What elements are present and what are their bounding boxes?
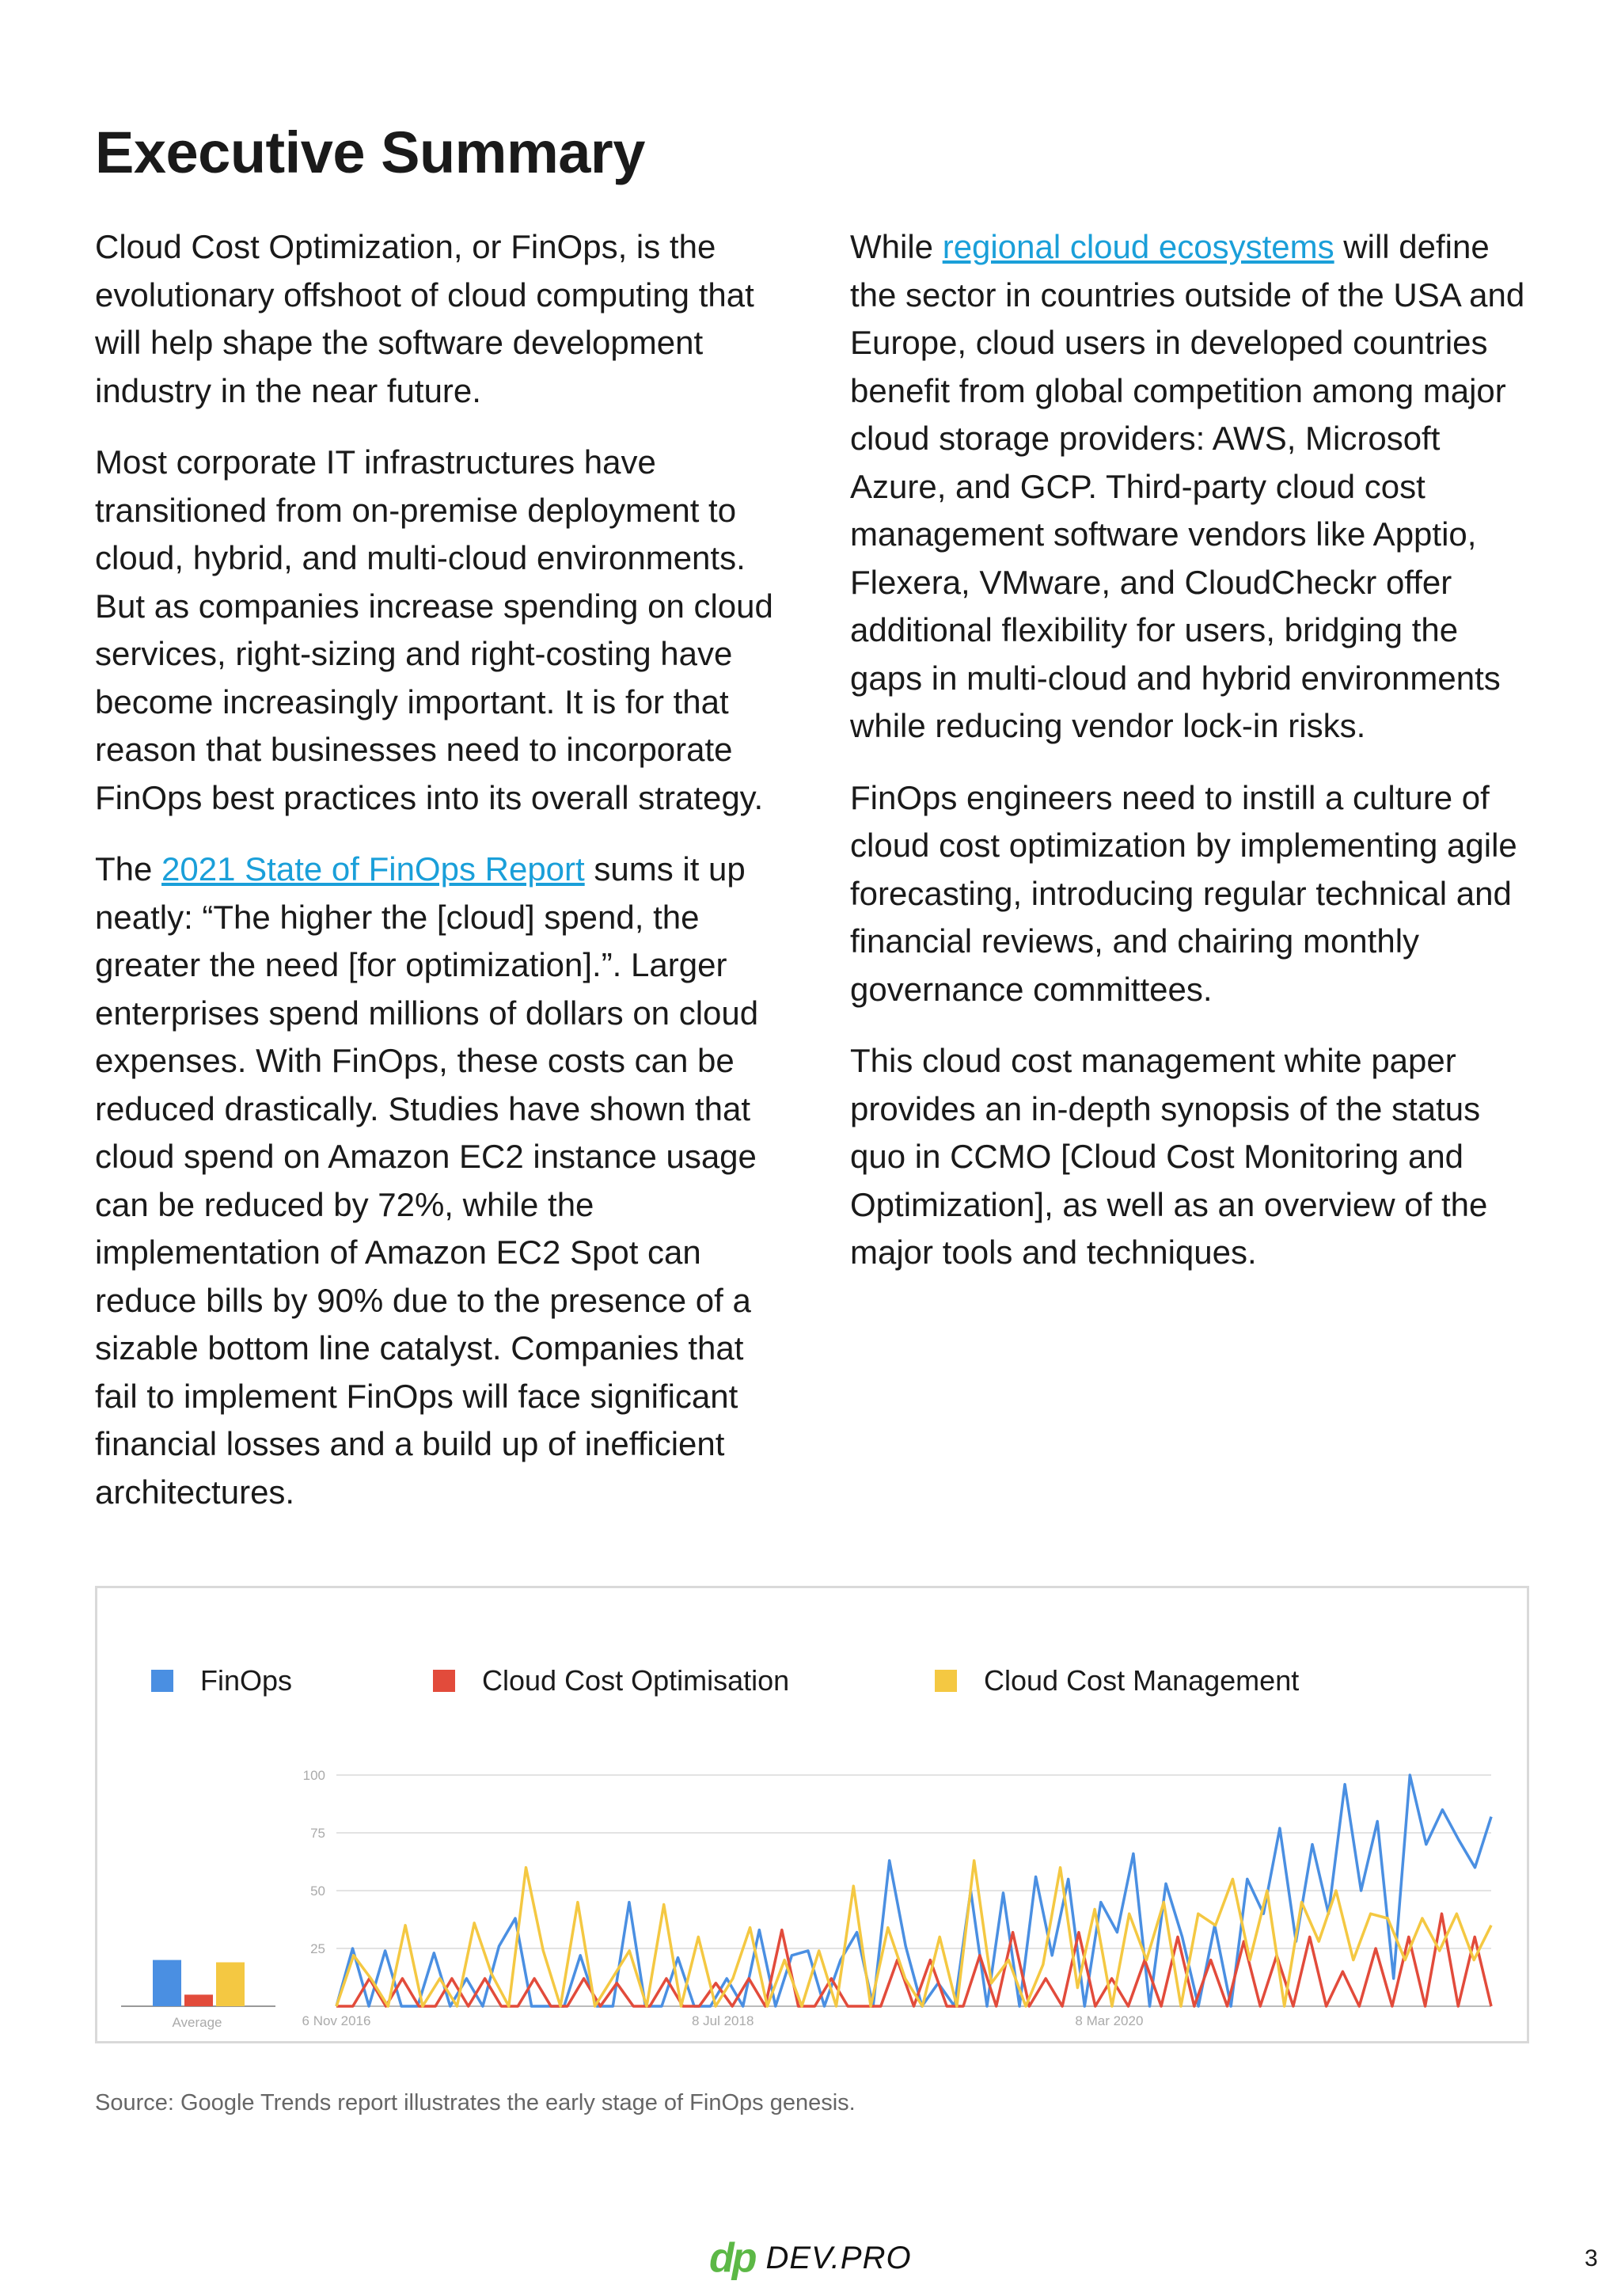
inline-link[interactable]: regional cloud ecosystems — [942, 228, 1334, 265]
text-run: This cloud cost management white paper provides an in-depth synopsis of the status quo in CCMO [Cloud Cost Monitoring and Optimization], as well as an overview of the major tools and techniques. — [850, 1042, 1488, 1271]
average-label: Average — [172, 2015, 222, 2030]
paragraph — [95, 439, 776, 822]
left-column — [95, 223, 776, 1540]
text-run: sums it up neatly: “The higher the [cloud] spend, the greater the need [for optimization].”. Larger enterprises spend millions of dollars on cloud expenses. With FinOps, these costs can be reduced drastically. Studies have shown that cloud spend on Amazon EC2 instance usage can be reduced by 72%, while the implementation of Amazon EC2 Spot can reduce bills by 90% due to the presence of a sizable bottom line catalyst. Companies that fail to implement FinOps will face significant financial losses and a build up of inefficient architectures. — [95, 850, 759, 1511]
text-run: While — [850, 228, 943, 265]
legend-label: Cloud Cost Management — [984, 1664, 1300, 1697]
text-run: The — [95, 850, 162, 888]
y-tick-label: 100 — [302, 1768, 325, 1783]
x-tick-label: 8 Mar 2020 — [1075, 2013, 1144, 2028]
y-tick-label: 50 — [310, 1884, 325, 1899]
legend-label: FinOps — [200, 1664, 293, 1697]
paragraph — [95, 846, 776, 1516]
text-run: Most corporate IT infrastructures have transitioned from on-premise deployment to cloud, hybrid, and multi-cloud environments. But as companies increase spending on cloud services, right-sizing and right-costing have become increasingly important. It is for that reason that businesses need to incorporate FinOps best practices into its overall strategy. — [95, 443, 773, 816]
logo-mark: dp — [709, 2235, 755, 2281]
y-tick-label: 75 — [310, 1826, 325, 1841]
inline-link[interactable]: 2021 State of FinOps Report — [161, 850, 585, 888]
text-run: Cloud Cost Optimization, or FinOps, is the evolutionary offshoot of cloud computing that will help shape the software development industry in the near future. — [95, 228, 754, 409]
legend-label: Cloud Cost Optimisation — [482, 1664, 790, 1697]
paragraph — [850, 1037, 1531, 1277]
right-column — [850, 223, 1531, 1301]
paragraph — [850, 774, 1531, 1014]
average-bar-0 — [153, 1960, 181, 2006]
x-tick-label: 8 Jul 2018 — [691, 2013, 754, 2028]
x-tick-label: 6 Nov 2016 — [302, 2013, 371, 2028]
chart-plot — [97, 1588, 1527, 2041]
text-run: will define the sector in countries outside of the USA and Europe, cloud users in developed countries benefit from global competition among major cloud storage providers: AWS, Microsoft Azure, and GCP. Third-party cloud cost management software vendors like Apptio, Flexera, VMware, and CloudCheckr offer additional flexibility for users, bridging the gaps in multi-cloud and hybrid environments while reducing vendor lock-in risks. — [850, 228, 1525, 744]
page-title: Executive Summary — [95, 120, 645, 185]
logo-text: DEV.PRO — [765, 2240, 912, 2275]
series-line-cloud-cost-management — [336, 1861, 1491, 2006]
paragraph — [95, 223, 776, 415]
average-bar-2 — [216, 1963, 245, 2006]
average-bar-1 — [184, 1994, 213, 2006]
text-run: FinOps engineers need to instill a culture of cloud cost optimization by implementing agile forecasting, introducing regular technical and financial reviews, and chairing monthly governance committees. — [850, 778, 1517, 1008]
devpro-logo — [709, 2234, 912, 2282]
chart-caption: Source: Google Trends report illustrates the early stage of FinOps genesis. — [95, 2090, 856, 2115]
trends-chart — [95, 1586, 1529, 2043]
paragraph — [850, 223, 1531, 751]
y-tick-label: 25 — [310, 1941, 325, 1956]
page-number: 3 — [1585, 2245, 1598, 2271]
